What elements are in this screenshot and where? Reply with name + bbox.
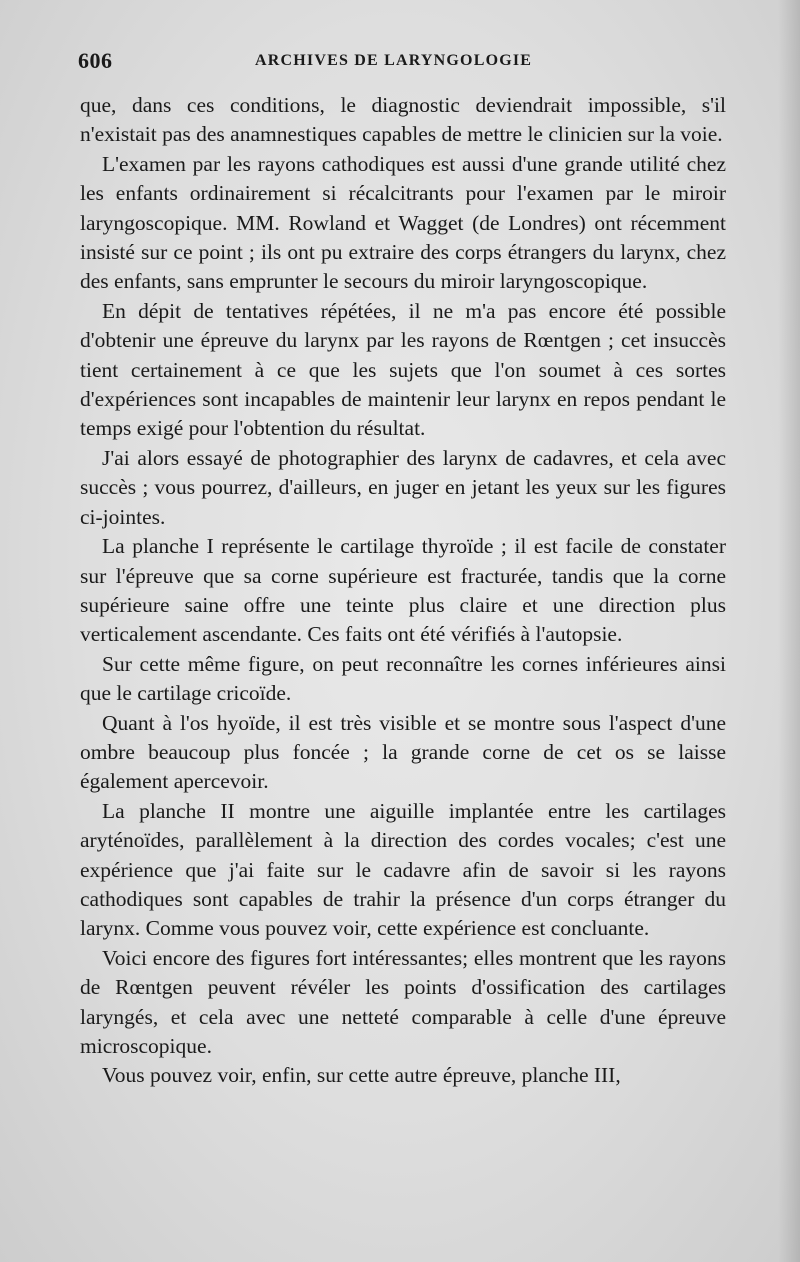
journal-title: ARCHIVES DE LARYNGOLOGIE <box>255 52 533 69</box>
paragraph-roentgen-attempts: En dépit de tentatives répétées, il ne m'a pas encore été possible d'obtenir une épreuve du larynx par les rayons de Rœntgen ; cet insuccès tient certainement à ce que les sujets que l'on soumet à ces sortes d'expériences sont incapables de maintenir leur larynx en repos pendant le temps exigé pour l'obtention du résultat. <box>80 298 726 441</box>
paragraph-hyoid-bone: Quant à l'os hyoïde, il est très visible et se montre sous l'aspect d'une ombre beaucoup plus foncée ; la grande corne de cet os se laisse également apercevoir. <box>80 710 726 794</box>
paragraph-plate-one: La planche I représente le cartilage thyroïde ; il est facile de constater sur l'épreuve que sa corne supérieure est fracturée, tandis que la corne supérieure saine offre une teinte plus claire et une direction plus verticalement ascendante. Ces faits ont été vérifiés à l'autopsie. <box>80 534 726 647</box>
paragraph-ossification: Voici encore des figures fort intéressantes; elles montrent que les rayons de Rœntgen peuvent révéler les points d'ossification des cartilages laryngés, et cela avec une netteté comparable à celle d'une épreuve microscopique. <box>80 945 726 1058</box>
page-number: 606 <box>78 48 113 73</box>
paragraph-continuation: que, dans ces conditions, le diagnostic deviendrait impossible, s'il n'existait pas des anamnestiques capables de mettre le clinicien sur la voie. <box>80 93 726 147</box>
running-head <box>78 48 728 78</box>
paragraph-plate-two: La planche II montre une aiguille implantée entre les cartilages aryténoïdes, parallèlement à la direction des cordes vocales; c'est une expérience que j'ai faite sur le cadavre afin de savoir si les rayons cathodiques sont capables de trahir la présence d'un corps étranger du larynx. Comme vous pouvez voir, cette expérience est concluante. <box>80 798 726 941</box>
paragraph-inferior-horns: Sur cette même figure, on peut reconnaître les cornes inférieures ainsi que le cartilage cricoïde. <box>80 651 726 706</box>
paragraph-plate-three: Vous pouvez voir, enfin, sur cette autre épreuve, planche III, <box>102 1063 621 1088</box>
paragraph-cathode-rays-children: L'examen par les rayons cathodiques est aussi d'une grande utilité chez les enfants ordinairement si récalcitrants pour l'examen par le miroir laryngoscopique. MM. Rowland et Wagget (de Londres) ont récemment insisté sur ce point ; ils ont pu extraire des corps étrangers du larynx, chez des enfants, sans emprunter le secours du miroir laryngoscopique. <box>80 151 726 294</box>
paragraph-cadaver-photographs: J'ai alors essayé de photographier des larynx de cadavres, et cela avec succès ; vous pourrez, d'ailleurs, en juger en jetant les yeux sur les figures ci-jointes. <box>80 445 726 529</box>
page-edge-shadow <box>778 0 800 1262</box>
body-text <box>80 91 726 1091</box>
